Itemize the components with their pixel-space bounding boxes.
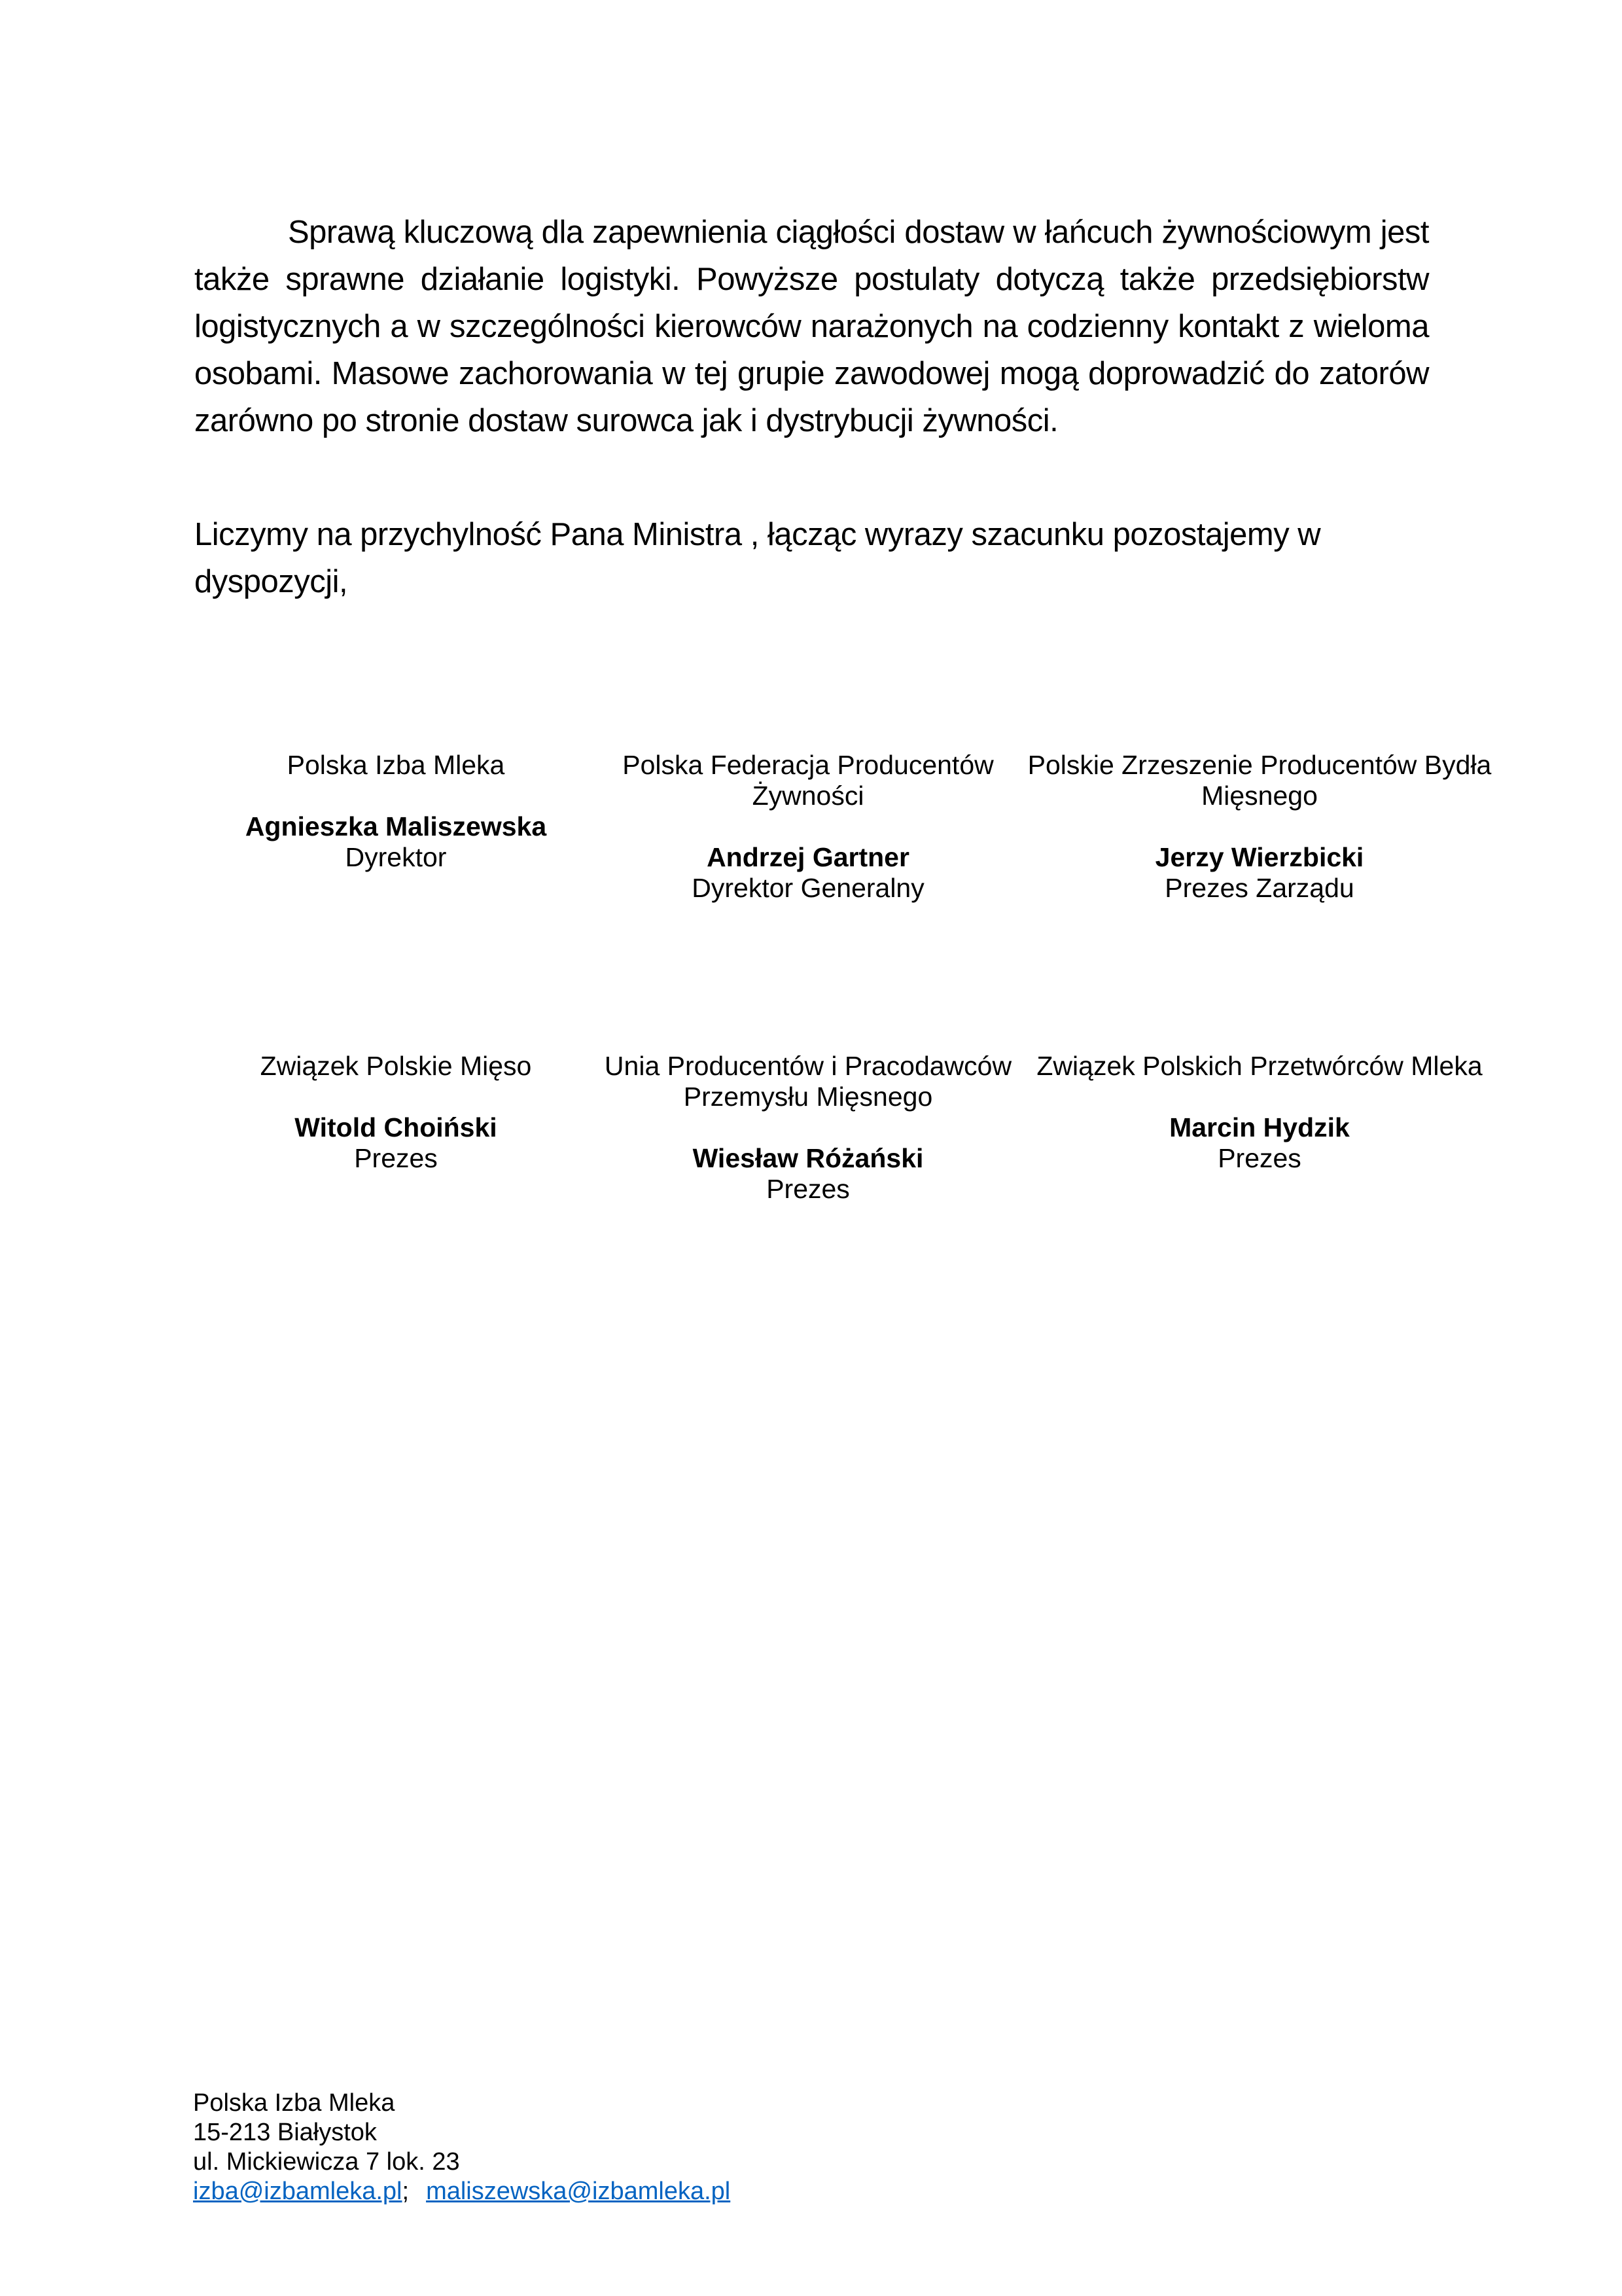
organization-name: Polska Federacja Producentów xyxy=(622,750,994,780)
signer-name: Jerzy Wierzbicki xyxy=(1155,842,1364,872)
spacer xyxy=(193,781,599,811)
signature-block-polska-federacja-producentow xyxy=(599,750,1017,904)
spacer xyxy=(599,811,1017,842)
organization-name-line-2: Mięsnego xyxy=(1201,781,1318,811)
organization-name-line-2: Żywności xyxy=(752,781,864,811)
opening-paragraph: Sprawą kluczową dla zapewnienia ciągłości dostaw w łańcuch żywnościowym jest także sprawne działanie logistyki. Powyższe postulaty dotyczą także przedsiębiorstw logistycznych a w szczególności kierowców narażonych na codzienny kontakt z wieloma osobami. Masowe zachorowania w tej grupie zawodowej mogą doprowadzić do zatorów zarówno po stronie dostaw surowca jak i dystrybucji żywności. xyxy=(194,215,1429,438)
signature-block-unia-producentow xyxy=(599,1051,1017,1205)
signer-name: Wiesław Różański xyxy=(692,1143,924,1173)
footer-postal-city: 15-213 Białystok xyxy=(193,2119,377,2146)
spacer xyxy=(599,1112,1017,1143)
signer-title: Prezes xyxy=(354,1143,438,1173)
signer-name: Andrzej Gartner xyxy=(707,842,909,872)
footer-address-block xyxy=(193,2089,730,2206)
signer-title: Prezes xyxy=(766,1174,850,1204)
signer-title: Dyrektor Generalny xyxy=(692,873,925,903)
footer-organization: Polska Izba Mleka xyxy=(193,2089,395,2117)
signer-title: Dyrektor xyxy=(345,842,447,872)
organization-name: Polska Izba Mleka xyxy=(287,750,505,780)
signer-title: Prezes Zarządu xyxy=(1165,873,1354,903)
signer-name: Witold Choiński xyxy=(294,1112,497,1142)
organization-name-line-2: Przemysłu Mięsnego xyxy=(683,1082,933,1112)
signer-name: Agnieszka Maliszewska xyxy=(245,811,547,841)
spacer xyxy=(1017,811,1502,842)
organization-name: Związek Polskie Mięso xyxy=(260,1051,532,1081)
signature-block-polska-izba-mleka xyxy=(193,750,599,904)
organization-name: Związek Polskich Przetwórców Mleka xyxy=(1036,1051,1483,1081)
signature-row-1 xyxy=(193,750,1502,904)
footer-emails-line xyxy=(193,2177,730,2206)
email-link-izba[interactable]: izba@izbamleka.pl xyxy=(193,2178,402,2205)
signer-name: Marcin Hydzik xyxy=(1169,1112,1350,1142)
organization-name: Unia Producentów i Pracodawców xyxy=(604,1051,1012,1081)
organization-name: Polskie Zrzeszenie Producentów Bydła xyxy=(1027,750,1492,780)
signer-title: Prezes xyxy=(1218,1143,1301,1173)
signature-row-2 xyxy=(193,1051,1502,1205)
signature-block-polskie-zrzeszenie xyxy=(1017,750,1502,904)
signature-block-zwiazek-przetworcow-mleka xyxy=(1017,1051,1502,1205)
email-separator: ; xyxy=(402,2178,410,2205)
spacer xyxy=(1017,1082,1502,1112)
email-link-maliszewska[interactable]: maliszewska@izbamleka.pl xyxy=(426,2178,731,2205)
spacer xyxy=(193,1082,599,1112)
signature-block-zwiazek-polskie-mieso xyxy=(193,1051,599,1205)
closing-line: Liczymy na przychylność Pana Ministra , łącząc wyrazy szacunku pozostajemy w dyspozycji, xyxy=(194,517,1321,599)
footer-street: ul. Mickiewicza 7 lok. 23 xyxy=(193,2148,460,2176)
